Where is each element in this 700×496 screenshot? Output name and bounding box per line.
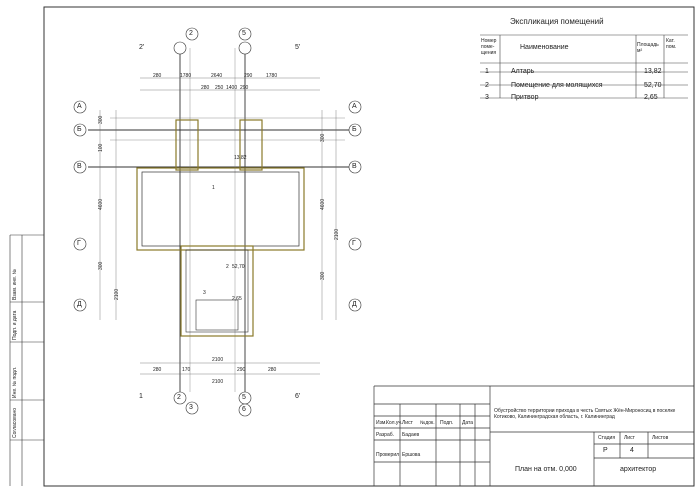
tb-name-2: Ершова <box>402 452 421 458</box>
dim-bottom-2: 170 <box>182 367 191 373</box>
sheets-label: Листов <box>652 435 669 441</box>
room-2-number: 2 <box>226 264 229 270</box>
expl-row-2-area: 52,70 <box>644 82 662 89</box>
col-label-3: Лист <box>402 420 413 426</box>
dim-bottom-3: 2100 <box>212 379 224 385</box>
dim-top-7: 250 <box>215 85 224 91</box>
expl-row-3-name: Притвор <box>511 94 539 101</box>
sheet-value: 4 <box>630 447 634 454</box>
axis-bottom-4: 5 <box>242 394 246 401</box>
stamp-label-1: Взам. инв. № <box>12 269 18 300</box>
axis-bottom-1: 1 <box>139 393 143 400</box>
axis-right-2: Б <box>352 126 357 133</box>
axis-top-4: 5' <box>295 44 301 51</box>
col-label-5: Подп. <box>440 420 454 426</box>
dim-bottom-1: 280 <box>153 367 162 373</box>
stamp-label-2: Подп. и дата <box>12 310 18 340</box>
dim-top-4: 290 <box>244 73 253 79</box>
dim-top-3: 2640 <box>211 73 223 79</box>
dim-top-2: 1780 <box>180 73 192 79</box>
room-1-number: 1 <box>212 185 215 191</box>
dim-bottom-4: 290 <box>237 367 246 373</box>
dim-right-2: 4600 <box>320 198 326 210</box>
col-label-4: №док. <box>420 420 435 426</box>
room-1-area: 13,82 <box>234 155 247 161</box>
dim-left-3: 4600 <box>98 198 104 210</box>
expl-header-area: Площадь м² <box>637 42 659 54</box>
axis-right-5: Д <box>352 301 357 308</box>
org-name: архитектор <box>620 466 657 473</box>
sheet-label: Лист <box>624 435 635 441</box>
axis-left-2: Б <box>77 126 82 133</box>
axis-bottom-3: 3 <box>189 404 193 411</box>
dim-bottom-6: 2100 <box>212 357 224 363</box>
axis-bottom-2: 2 <box>177 394 181 401</box>
tb-role-2: Проверил <box>376 452 400 458</box>
axis-right-4: Г <box>352 240 356 247</box>
axis-top-3: 2' <box>139 44 145 51</box>
dimension-chains <box>100 78 336 374</box>
dim-bottom-5: 280 <box>268 367 277 373</box>
room-2-area: 52,70 <box>232 264 245 270</box>
axis-top-1: 2 <box>189 30 193 37</box>
stage-value: Р <box>603 447 608 454</box>
dim-top-6: 280 <box>201 85 210 91</box>
axis-bubble-top-2b <box>174 42 186 54</box>
dim-top-1: 280 <box>153 73 162 79</box>
expl-row-1-name: Алтарь <box>511 68 535 75</box>
grid-lines-faint <box>110 48 345 392</box>
dim-left-5: 2100 <box>114 288 120 300</box>
axis-bottom-5: 6 <box>242 406 246 413</box>
grid-lines <box>88 48 360 392</box>
axis-top-2: 5 <box>242 30 246 37</box>
axis-bubble-top-5b <box>239 42 251 54</box>
drawing-name: План на отм. 0,000 <box>515 466 577 473</box>
col-label-6: Дата <box>462 420 474 426</box>
expl-row-1-num: 1 <box>485 68 489 75</box>
walls <box>137 120 304 336</box>
axis-right-3: В <box>352 163 357 170</box>
expl-row-3-num: 3 <box>485 94 489 101</box>
dim-right-1: 300 <box>320 133 326 142</box>
axis-left-3: В <box>77 163 82 170</box>
expl-row-1-area: 13,82 <box>644 68 662 75</box>
axis-left-1: А <box>77 103 82 110</box>
stage-label: Стадия <box>598 435 616 441</box>
axis-left-4: Г <box>77 240 81 247</box>
axis-left-5: Д <box>77 301 82 308</box>
dim-left-2: 100 <box>98 143 104 152</box>
expl-header-cat: Кат. пом. <box>666 38 677 50</box>
stamp-label-4: Согласовано <box>12 407 18 438</box>
col-label-2: Кол.уч. <box>386 420 403 426</box>
project-title: Обустройство территории прихода в честь Святых Жён-Мироносиц в поселке Котиково, Калининградская область, г. Калининград <box>494 408 676 420</box>
col-label-1: Изм. <box>376 420 387 426</box>
dim-right-4: 2100 <box>334 228 340 240</box>
expl-row-2-num: 2 <box>485 82 489 89</box>
room-3-number: 3 <box>203 290 206 296</box>
expl-header-name: Наименование <box>520 44 569 51</box>
dim-top-8: 1400 <box>226 85 238 91</box>
expl-row-2-name: Помещение для молящихся <box>511 82 603 89</box>
stamp-label-3: Инв. № подл. <box>12 366 18 398</box>
dim-left-4: 300 <box>98 261 104 270</box>
dim-top-9: 290 <box>240 85 249 91</box>
explication-title: Экспликация помещений <box>510 17 604 26</box>
tb-role-1: Разраб. <box>376 432 395 438</box>
axis-right-1: А <box>352 103 357 110</box>
dim-right-3: 300 <box>320 271 326 280</box>
expl-row-3-area: 2,65 <box>644 94 658 101</box>
expl-header-num: Номер поме-щения <box>481 38 497 56</box>
room-3-area: 2,65 <box>232 296 242 302</box>
dim-top-5: 1780 <box>266 73 278 79</box>
dim-left-1: 300 <box>98 115 104 124</box>
axis-bottom-6: 6' <box>295 393 301 400</box>
tb-name-1: Бадаев <box>402 432 420 438</box>
